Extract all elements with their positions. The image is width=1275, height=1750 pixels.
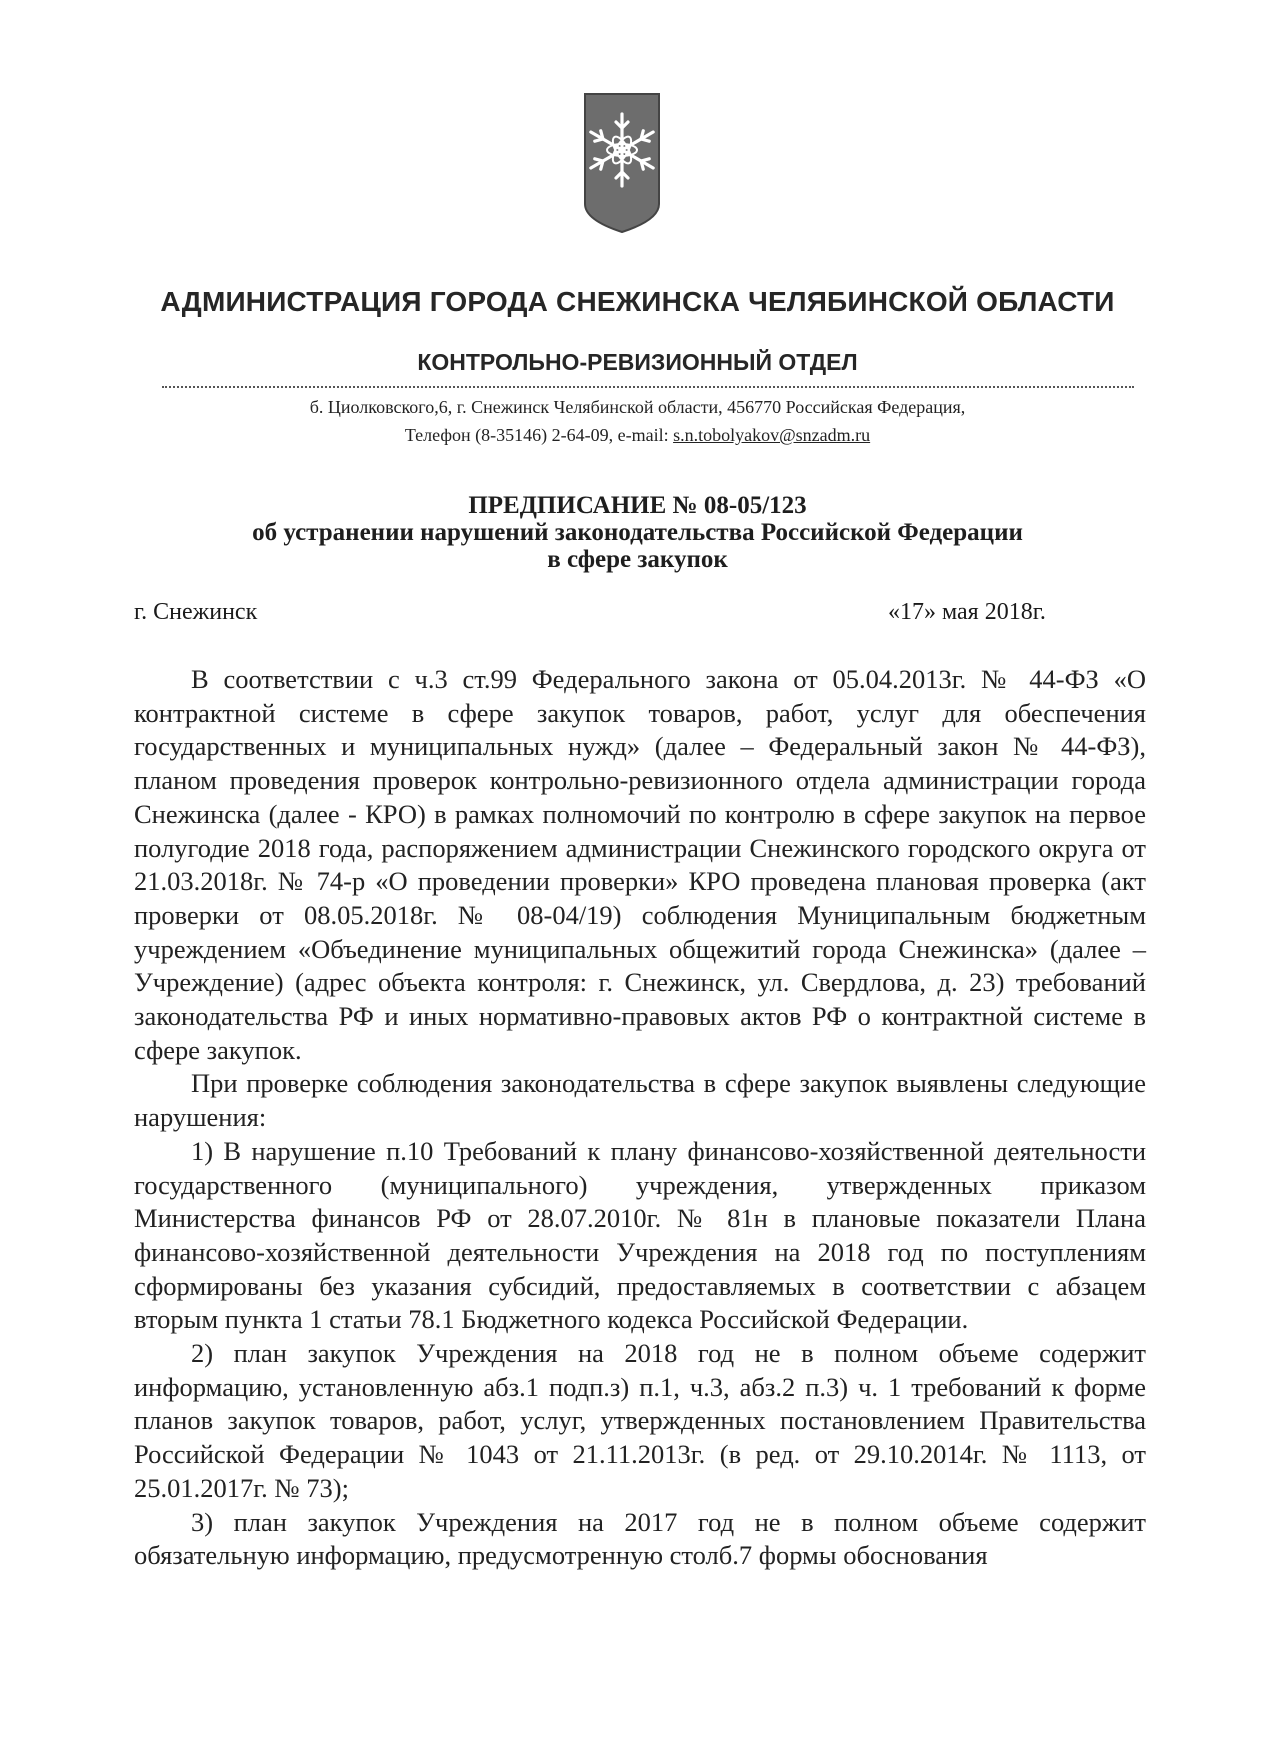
header-divider [162, 386, 1134, 388]
document-city: г. Снежинск [134, 599, 258, 625]
body-paragraph: В соответствии с ч.3 ст.99 Федерального закона от 05.04.2013г. № 44-ФЗ «О контрактной системе в сфере закупок товаров, работ, услуг для обеспечения государственных и муниципальных нужд» (далее – Федеральный закон № 44-ФЗ), планом проведения проверок контрольно-ревизионного отдела администрации города Снежинска (далее - КРО) в рамках полномочий по контролю в сфере закупок на первое полугодие 2018 года, распоряжением администрации Снежинского городского округа от 21.03.2018г. № 74-р «О проведении проверки» КРО проведена плановая проверка (акт проверки от 08.05.2018г. № 08-04/19) соблюдения Муниципальным бюджетным учреждением «Объединение муниципальных общежитий города Снежинска» (далее – Учреждение) (адрес объекта контроля: г. Снежинск, ул. Свердлова, д. 23) требований законодательства РФ и иных нормативно-правовых актов РФ о контрактной системе в сфере закупок. [134, 664, 1146, 1065]
body-paragraph: 1) В нарушение п.10 Требований к плану финансово-хозяйственной деятельности государственного (муниципального) учреждения, утвержденных приказом Министерства финансов РФ от 28.07.2010г. № 81н в плановые показатели Плана финансово-хозяйственной деятельности Учреждения на 2018 год по поступлениям сформированы без указания субсидий, предоставляемых в соответствии с абзацем вторым пункта 1 статьи 78.1 Бюджетного кодекса Российской Федерации. [134, 1135, 1146, 1335]
body-paragraph: 3) план закупок Учреждения на 2017 год не в полном объеме содержит обязательную информацию, предусмотренную столб.7 формы обоснования [134, 1506, 1146, 1571]
document-date: «17» мая 2018г. [888, 599, 1046, 625]
document-body [134, 663, 1146, 1573]
title-line-2: об устранении нарушений законодательства Российской Федерации [252, 519, 1023, 546]
title-line-3: в сфере закупок [547, 546, 728, 573]
document-title [0, 492, 1275, 573]
department-name: КОНТРОЛЬНО-РЕВИЗИОННЫЙ ОТДЕЛ [417, 349, 858, 375]
contact-block [0, 393, 1275, 449]
organization-name: АДМИНИСТРАЦИЯ ГОРОДА СНЕЖИНСКА ЧЕЛЯБИНСКОЙ ОБЛАСТИ [160, 286, 1115, 317]
body-paragraph: 2) план закупок Учреждения на 2018 год не в полном объеме содержит информацию, установленную абз.1 подп.з) п.1, ч.3, абз.2 п.3) ч. 1 требований к форме планов закупок товаров, работ, услуг, утвержденных постановлением Правительства Российской Федерации № 1043 от 21.11.2013г. (в ред. от 29.10.2014г. № 1113, от 25.01.2017г. № 73); [134, 1338, 1146, 1503]
email-link[interactable]: s.n.tobolyakov@snzadm.ru [673, 425, 871, 445]
phone-email-line [0, 421, 1275, 449]
snowflake-atom-coat-of-arms-icon [583, 92, 661, 240]
address-line: б. Циолковского,6, г. Снежинск Челябинской области, 456770 Российская Федерация, [309, 397, 966, 417]
phone-label: Телефон (8-35146) 2-64-09, e-mail: [404, 425, 674, 445]
body-paragraph: При проверке соблюдения законодательства в сфере закупок выявлены следующие нарушения: [134, 1068, 1146, 1133]
title-line-1: ПРЕДПИСАНИЕ № 08-05/123 [468, 492, 807, 519]
